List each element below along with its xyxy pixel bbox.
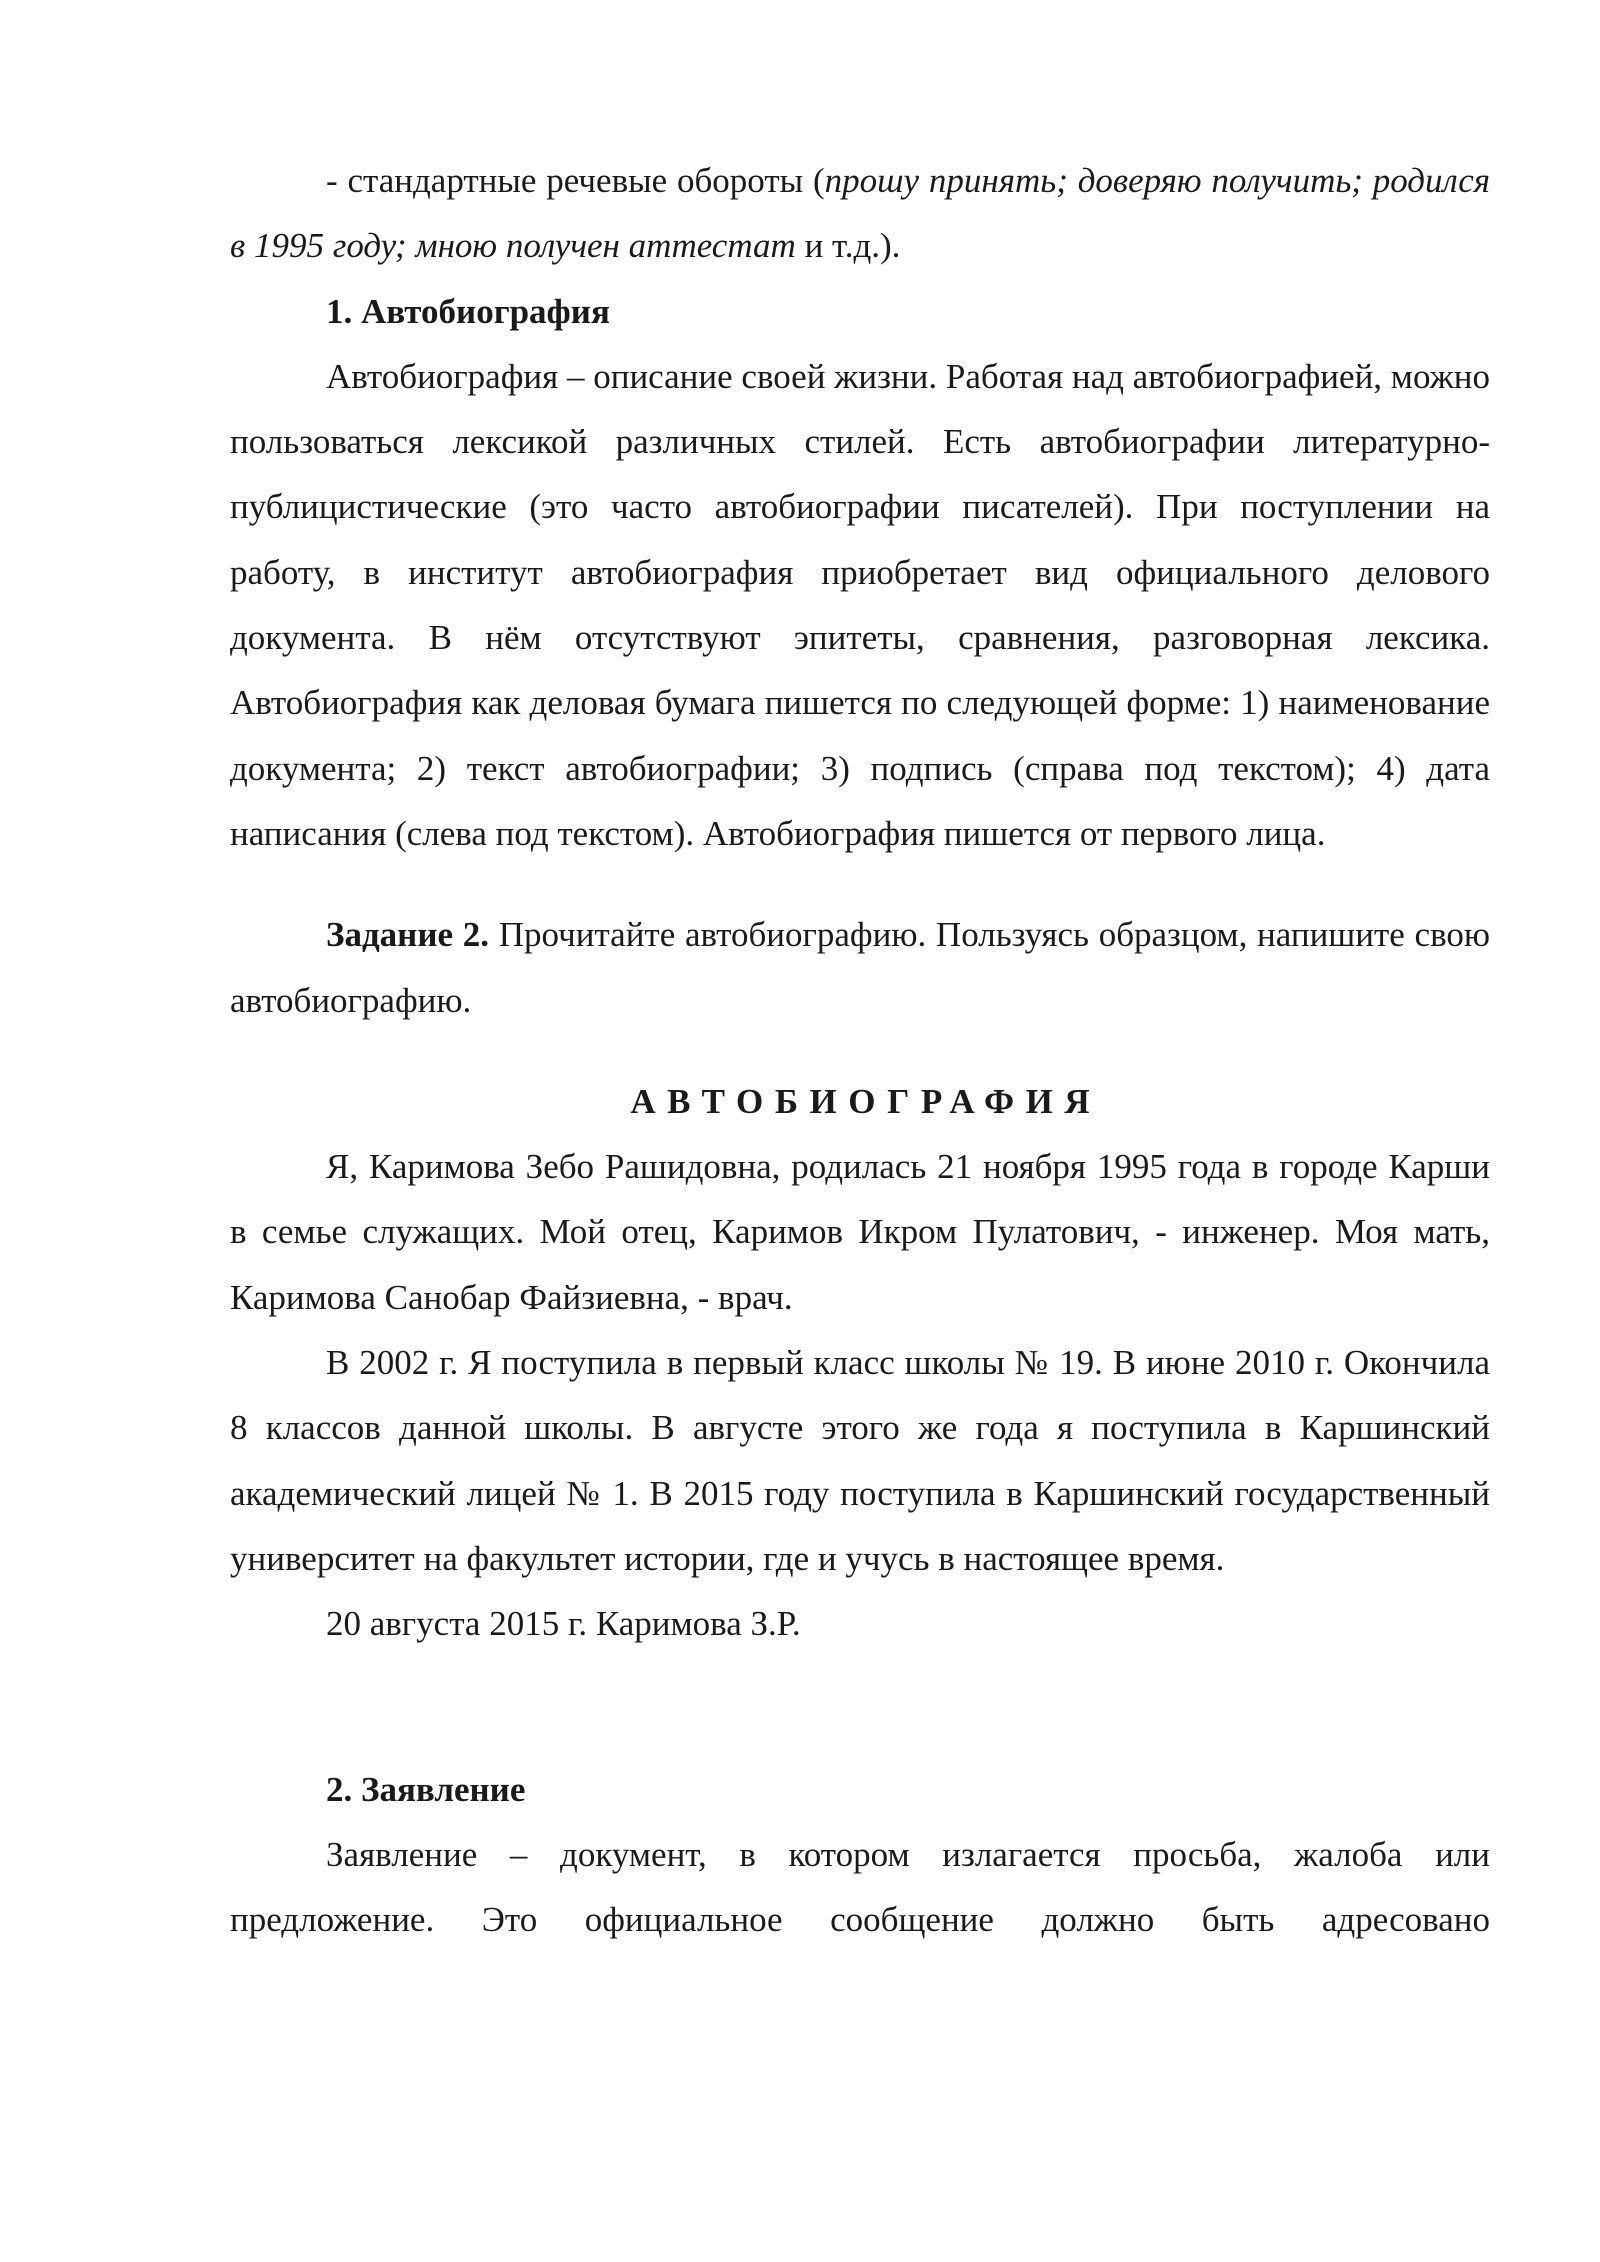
sample-title: АВТОБИОГРАФИЯ <box>630 1081 1102 1121</box>
task-text: Прочитайте автобиографию. Пользуясь образцом, напишите свою автобиографию. <box>230 915 1490 1020</box>
task-paragraph <box>230 902 1490 1033</box>
spacer <box>230 866 1490 902</box>
spacer <box>230 1033 1490 1069</box>
paragraph-speech-turns <box>230 148 1490 279</box>
paragraph-text: и т.д.). <box>795 226 901 266</box>
sample-signature-line: 20 августа 2015 г. Каримова З.Р. <box>326 1604 801 1644</box>
document-page <box>230 148 1490 1952</box>
paragraph-text: - стандартные речевые обороты ( <box>326 161 825 200</box>
section-heading-autobiography: 1. Автобиография <box>326 291 610 331</box>
spacer <box>230 1657 1490 1757</box>
italic-examples: прошу принять; доверяю получить; родился в 1995 году; мною получен аттестат <box>230 161 1491 266</box>
sample-paragraph-family: Я, Каримова Зебо Рашидовна, родилась 21 ноября 1995 года в городе Карши в семье служащих. Мой отец, Каримов Икром Пулатович, - инженер. Моя мать, Каримова Санобар Файзиевна, - врач. <box>230 1147 1490 1317</box>
paragraph-application-definition: Заявление – документ, в котором излагается просьба, жалоба или предложение. Это официальное сообщение должно быть адресовано <box>230 1834 1490 1940</box>
section-heading-application: 2. Заявление <box>326 1769 526 1809</box>
paragraph-autobiography-definition: Автобиография – описание своей жизни. Работая над автобиографией, можно пользоваться лексикой различных стилей. Есть автобиографии литературно-публицистические (это часто автобиографии писателей). При поступлении на работу, в институт автобиография приобретает вид официального делового документа. В нём отсутствуют эпитеты, сравнения, разговорная лексика. Автобиография как деловая бумага пишется по следующей форме: 1) наименование документа; 2) текст автобиографии; 3) подпись (справа под текстом); 4) дата написания (слева под текстом). Автобиография пишется от первого лица. <box>230 356 1490 853</box>
task-label: Задание 2. <box>326 915 490 955</box>
sample-paragraph-education: В 2002 г. Я поступила в первый класс школы № 19. В июне 2010 г. Окончила 8 классов данной школы. В августе этого же года я поступила в Каршинский академический лицей № 1. В 2015 году поступила в Каршинский государственный университет на факультет истории, где и учусь в настоящее время. <box>230 1343 1490 1578</box>
